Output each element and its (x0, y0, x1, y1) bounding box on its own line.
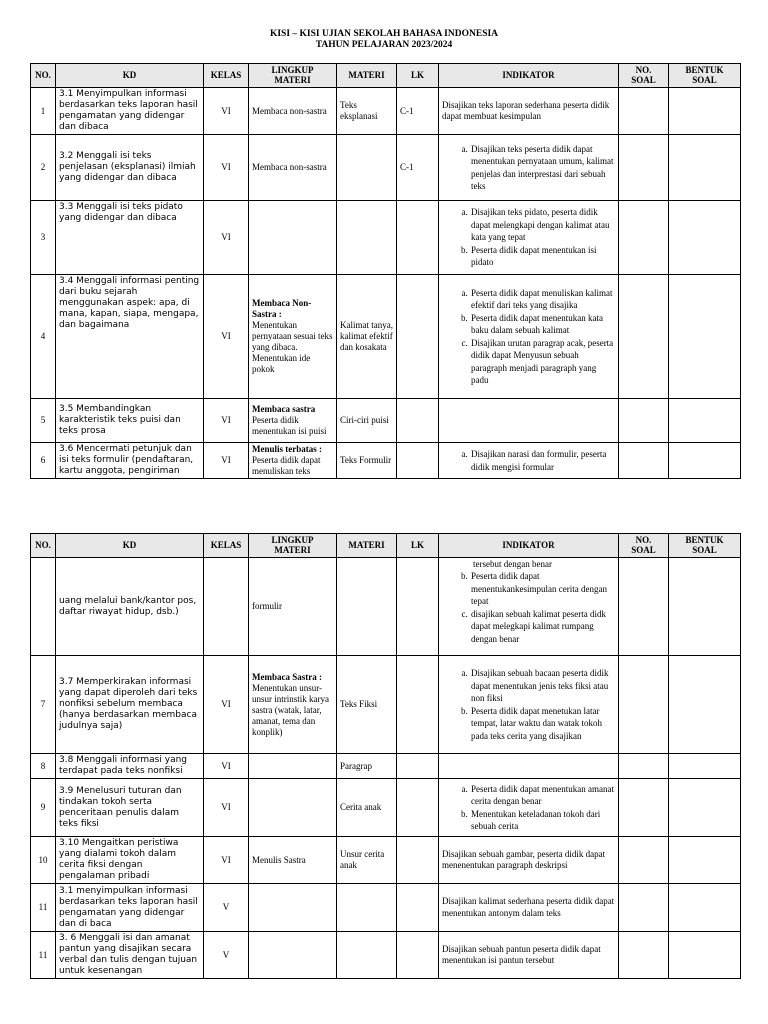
table-row (31, 932, 741, 979)
indikator-item: a. Peserta didik dapat menentukan amanat cerita dengan benar (470, 783, 615, 808)
header-no-soal (619, 534, 669, 558)
cell-no: 2 (31, 135, 56, 201)
header-materi: MATERI (337, 64, 397, 88)
title-line-2: TAHUN PELAJARAN 2023/2024 (315, 40, 453, 50)
cell-no-soal (619, 932, 669, 979)
cell-no-soal (619, 754, 669, 779)
indikator-item: b. Menentukan keteladanan tokoh dari sebuah cerita (470, 808, 615, 833)
cell-bentuk-soal (669, 88, 741, 135)
cell-kelas: VI (204, 135, 249, 201)
cell-lk (397, 399, 439, 443)
cell-lingkup-materi (249, 558, 337, 656)
header-bentuk-2: SOAL (692, 544, 717, 555)
table-row (31, 275, 741, 399)
lingkup-heading: Membaca sastra (252, 404, 316, 414)
indikator-item: c. Disajikan urutan paragrap acak, peserta didik dapat Menyusun sebuah paragraph menjadi paragraph yang padu (470, 337, 615, 387)
indikator-item: a. Disajikan teks peserta didik dapat menentukan pernyataan umum, kalimat penjelas dan interprestasi dari sebuah teks (470, 143, 615, 193)
indikator-item: c. disajikan sebuah kalimat peserta didk dapat melegkapi kalimat rumpang dengan benar (470, 608, 615, 646)
cell-bentuk-soal (669, 399, 741, 443)
header-lingkup (249, 534, 337, 558)
cell-bentuk-soal (669, 884, 741, 932)
indikator-item: b. Peserta didik dapat menentukan isi pidato (470, 244, 615, 269)
cell-materi: Paragrap (337, 754, 397, 779)
cell-no-soal (619, 558, 669, 656)
header-row (31, 534, 741, 558)
header-kelas: KELAS (204, 534, 249, 558)
table-row (31, 135, 741, 201)
lingkup-text: Menentukan pernyataan sesuai teks yang dibaca. Menentukan ide pokok (252, 320, 333, 374)
cell-lingkup-materi (249, 399, 337, 443)
cell-kd: 3.9 Menelusuri tuturan dan tindakan tokoh serta penceritaan penulis dalam teks fiksi (56, 779, 204, 837)
header-no-soal (619, 64, 669, 88)
cell-kelas: VI (204, 399, 249, 443)
header-bentuk-1: BENTUK (685, 535, 724, 545)
header-bentuk-soal (669, 534, 741, 558)
cell-indikator (439, 558, 619, 656)
table-row (31, 88, 741, 135)
cell-no-soal (619, 88, 669, 135)
cell-bentuk-soal (669, 932, 741, 979)
cell-lk: C-1 (397, 88, 439, 135)
cell-bentuk-soal (669, 201, 741, 275)
table-row (31, 443, 741, 479)
cell-materi: Unsur cerita anak (337, 837, 397, 884)
header-lk: LK (397, 64, 439, 88)
header-lingkup-2: MATERI (274, 544, 311, 555)
indikator-item: a. Peserta didik dapat menuliskan kalimat efektif dari teks yang disajika (470, 287, 615, 312)
indikator-item: a. Disajikan teks pidato, peserta didik dapat melengkapi dengan kalimat atau kata yang tepat (470, 206, 615, 244)
cell-kd: 3.3 Menggali isi teks pidato yang didengar dan dibaca (56, 201, 204, 275)
cell-kd: 3.1 menyimpulkan informasi berdasarkan teks laporan hasil pengamatan yang didengar dan di baca (56, 884, 204, 932)
lingkup-text: Membaca non-sastra (252, 105, 327, 116)
cell-indikator (439, 656, 619, 754)
cell-bentuk-soal (669, 754, 741, 779)
cell-kelas: VI (204, 443, 249, 479)
lingkup-heading: Menulis terbatas : (252, 444, 322, 454)
cell-lk: C-1 (397, 135, 439, 201)
indikator-text: Disajikan teks laporan sederhana peserta didik dapat membuat kesimpulan (442, 99, 610, 121)
cell-lk (397, 201, 439, 275)
cell-bentuk-soal (669, 656, 741, 754)
kisi-table-2 (30, 533, 741, 979)
cell-lingkup-materi (249, 88, 337, 135)
cell-lk (397, 779, 439, 837)
cell-indikator (439, 884, 619, 932)
cell-lk (397, 837, 439, 884)
cell-no: 9 (31, 779, 56, 837)
cell-kd: 3.5 Membandingkan karakteristik teks puisi dan teks prosa (56, 399, 204, 443)
cell-indikator (439, 932, 619, 979)
indikator-list (442, 667, 615, 742)
indikator-item: a. Disajikan narasi dan formulir, peserta didik mengisi formular (470, 448, 615, 473)
cell-kelas: VI (204, 656, 249, 754)
table-row (31, 399, 741, 443)
cell-kelas: V (204, 884, 249, 932)
cell-indikator (439, 275, 619, 399)
cell-bentuk-soal (669, 275, 741, 399)
indikator-list (442, 783, 615, 833)
lingkup-text: Peserta didik menentukan isi puisi (252, 415, 327, 436)
lingkup-heading: Membaca Non-Sastra : (252, 298, 312, 319)
cell-indikator (439, 135, 619, 201)
header-lingkup-1: LINGKUP (271, 65, 314, 75)
header-no-soal-1: NO. (635, 65, 652, 75)
indikator-continued: tersebut dengan benar (473, 559, 552, 569)
cell-no: 11 (31, 884, 56, 932)
cell-lingkup-materi (249, 135, 337, 201)
cell-materi (337, 884, 397, 932)
cell-lingkup-materi (249, 443, 337, 479)
table-row (31, 884, 741, 932)
cell-bentuk-soal (669, 135, 741, 201)
header-bentuk-soal (669, 64, 741, 88)
cell-no: 6 (31, 443, 56, 479)
document-title (0, 29, 768, 51)
cell-no-soal (619, 884, 669, 932)
cell-lk (397, 275, 439, 399)
cell-materi: Teks Formulir (337, 443, 397, 479)
indikator-item: a. Disajikan sebuah bacaan peserta didik dapat menentukan jenis teks fiksi atau non fiksi (470, 667, 615, 705)
indikator-list (442, 448, 615, 473)
cell-kd: 3.1 Menyimpulkan informasi berdasarkan teks laporan hasil pengamatan yang didengar dan dibaca (56, 88, 204, 135)
indikator-item: b. Peserta didik dapat menentukankesimpulan cerita dengan tepat (470, 570, 615, 608)
cell-no: 3 (31, 201, 56, 275)
lingkup-heading: Membaca Sastra : (252, 671, 322, 682)
indikator-text: Disajikan sebuah gambar, peserta didik dapat menenentukan paragraph deskripsi (442, 848, 606, 870)
cell-lingkup-materi (249, 754, 337, 779)
cell-bentuk-soal (669, 558, 741, 656)
header-lingkup-1: LINGKUP (271, 535, 314, 545)
cell-indikator (439, 399, 619, 443)
cell-lk (397, 754, 439, 779)
indikator-list (442, 206, 615, 269)
cell-no-soal (619, 779, 669, 837)
table-row (31, 656, 741, 754)
cell-lingkup-materi (249, 275, 337, 399)
cell-indikator (439, 837, 619, 884)
cell-lingkup-materi (249, 779, 337, 837)
cell-materi: Teks Fiksi (337, 656, 397, 754)
header-indikator: INDIKATOR (439, 534, 619, 558)
cell-indikator (439, 201, 619, 275)
cell-kelas: VI (204, 275, 249, 399)
header-no-soal-2: SOAL (631, 544, 656, 555)
cell-kelas: V (204, 932, 249, 979)
header-lingkup (249, 64, 337, 88)
cell-lingkup-materi (249, 932, 337, 979)
cell-materi (337, 201, 397, 275)
indikator-text: Disajikan kalimat sederhana peserta didik dapat menentukan antonym dalam teks (442, 896, 615, 918)
cell-kd: 3.2 Menggali isi teks penjelasan (eksplanasi) ilmiah yang didengar dan dibaca (56, 135, 204, 201)
cell-kd: 3.10 Mengaitkan peristiwa yang dialami tokoh dalam cerita fiksi dengan pengalaman pribadi (56, 837, 204, 884)
cell-bentuk-soal (669, 837, 741, 884)
cell-kd: 3.6 Mencermati petunjuk dan isi teks formulir (pendaftaran, kartu anggota, pengiriman (56, 443, 204, 479)
cell-kd: 3.8 Menggali informasi yang terdapat pada teks nonfiksi (56, 754, 204, 779)
indikator-list (442, 143, 615, 193)
indikator-item: b. Peserta didik dapat menetukan latar tempat, latar waktu dan watak tokoh pada teks cerita yang disajikan (470, 705, 615, 743)
cell-no-soal (619, 201, 669, 275)
cell-no (31, 558, 56, 656)
header-lingkup-2: MATERI (274, 74, 311, 85)
cell-no: 10 (31, 837, 56, 884)
cell-materi: Kalimat tanya, kalimat efektif dan kosakata (337, 275, 397, 399)
cell-kelas: VI (204, 779, 249, 837)
cell-indikator (439, 779, 619, 837)
cell-lingkup-materi (249, 884, 337, 932)
cell-no-soal (619, 656, 669, 754)
header-kd: KD (56, 534, 204, 558)
lingkup-text: formulir (252, 601, 282, 611)
cell-bentuk-soal (669, 779, 741, 837)
header-kd: KD (56, 64, 204, 88)
cell-kelas (204, 558, 249, 656)
cell-materi: Ciri-ciri puisi (337, 399, 397, 443)
cell-indikator (439, 88, 619, 135)
cell-materi (337, 932, 397, 979)
cell-no: 4 (31, 275, 56, 399)
lingkup-text: Menulis Sastra (252, 854, 306, 865)
cell-lk (397, 932, 439, 979)
indikator-list (442, 287, 615, 387)
header-bentuk-2: SOAL (692, 74, 717, 85)
table-row (31, 779, 741, 837)
cell-lk (397, 884, 439, 932)
header-no: NO. (31, 534, 56, 558)
cell-kd: 3.7 Memperkirakan informasi yang dapat diperoleh dari teks nonfiksi sebelum membaca (hanya berdasarkan membaca judulnya saja) (56, 656, 204, 754)
cell-no: 8 (31, 754, 56, 779)
lingkup-text: Menentukan unsur-unsur intrinstik karya sastra (watak, latar, amanat, tema dan konplik) (252, 682, 329, 737)
header-kelas: KELAS (204, 64, 249, 88)
cell-no-soal (619, 275, 669, 399)
cell-materi (337, 558, 397, 656)
cell-lingkup-materi (249, 837, 337, 884)
cell-materi: Cerita anak (337, 779, 397, 837)
cell-kelas: VI (204, 837, 249, 884)
cell-no: 1 (31, 88, 56, 135)
indikator-item: b. Peserta didik dapat menentukan kata baku dalam sebuah kalimat (470, 312, 615, 337)
cell-no: 11 (31, 932, 56, 979)
cell-no-soal (619, 443, 669, 479)
header-no-soal-2: SOAL (631, 74, 656, 85)
cell-kelas: VI (204, 88, 249, 135)
title-line-1: KISI – KISI UJIAN SEKOLAH BAHASA INDONESIA (269, 29, 499, 39)
cell-kd: uang melalui bank/kantor pos, daftar riwayat hidup, dsb.) (56, 558, 204, 656)
table-row (31, 754, 741, 779)
header-bentuk-1: BENTUK (685, 65, 724, 75)
header-row (31, 64, 741, 88)
cell-lingkup-materi (249, 656, 337, 754)
cell-kd: 3.4 Menggali informasi penting dari buku sejarah menggunakan aspek: apa, di mana, kapan, siapa, mengapa, dan bagaimana (56, 275, 204, 399)
table-row (31, 558, 741, 656)
cell-kelas: VI (204, 201, 249, 275)
lingkup-text: Membaca non-sastra (252, 162, 327, 172)
cell-no-soal (619, 135, 669, 201)
cell-materi (337, 135, 397, 201)
indikator-list (442, 570, 615, 645)
cell-kd: 3. 6 Menggali isi dan amanat pantun yang disajikan secara verbal dan tulis dengan tujuan untuk kesenangan (56, 932, 204, 979)
table-row (31, 201, 741, 275)
cell-no-soal (619, 837, 669, 884)
cell-lk (397, 558, 439, 656)
cell-lk (397, 656, 439, 754)
cell-bentuk-soal (669, 443, 741, 479)
header-indikator: INDIKATOR (439, 64, 619, 88)
header-materi: MATERI (337, 534, 397, 558)
kisi-table-1 (30, 63, 741, 479)
cell-indikator (439, 443, 619, 479)
cell-indikator (439, 754, 619, 779)
header-lk: LK (397, 534, 439, 558)
indikator-text: Disajikan sebuah pantun peserta didik dapat menentukan isi pantun tersebut (442, 943, 601, 965)
cell-kelas: VI (204, 754, 249, 779)
table-row (31, 837, 741, 884)
cell-lingkup-materi (249, 201, 337, 275)
cell-no: 5 (31, 399, 56, 443)
lingkup-text: Peserta didik dapat menuliskan teks (252, 455, 321, 476)
cell-no-soal (619, 399, 669, 443)
cell-no: 7 (31, 656, 56, 754)
header-no-soal-1: NO. (635, 535, 652, 545)
cell-lk (397, 443, 439, 479)
cell-materi: Teks eksplanasi (337, 88, 397, 135)
header-no: NO. (31, 64, 56, 88)
